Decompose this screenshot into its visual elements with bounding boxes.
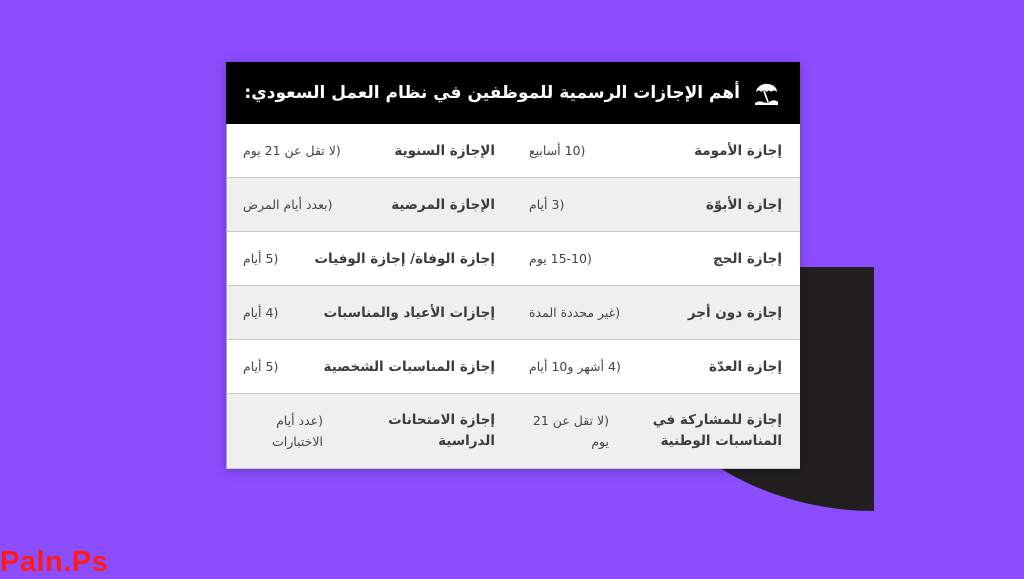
table-cell [226,178,513,232]
leave-name: الإجازة السنوية [394,142,495,159]
leave-name: إجازة الأمومة [694,142,782,159]
leave-types-card [226,62,800,469]
table-cell [513,124,800,178]
leave-duration: (3 أيام [529,197,565,212]
leave-duration: (5 أيام [243,359,279,374]
leave-duration: (5 أيام [243,251,279,266]
leave-name: إجازة دون أجر [687,304,782,321]
leave-name: إجازة المناسبات الشخصية [323,358,495,375]
leave-duration: (بعدد أيام المرض [243,197,333,212]
watermark-text: Paln.Ps [0,546,109,578]
leave-duration: (10 أسابيع [529,143,586,158]
table-cell [226,286,513,340]
leave-duration: (4 أشهر و10 أيام [529,359,621,374]
leave-table [226,124,800,469]
card-title: أهم الإجازات الرسمية للموظفين في نظام العمل السعودي: [244,83,740,103]
leave-duration: (عدد أيام الاختبارات [272,413,323,449]
leave-name: إجازة الوفاة/ إجازة الوفيات [314,250,495,267]
table-cell [226,232,513,286]
leave-duration: (غير محددة المدة [529,305,621,320]
leave-name: إجازة للمشاركة في المناسبات الوطنية [652,412,782,449]
leave-duration: (لا تقل عن 21 يوم [243,143,341,158]
table-cell [513,178,800,232]
leave-duration: (لا تقل عن 21 يوم [532,413,609,449]
leave-name: إجازة الامتحانات الدراسية [388,412,495,449]
table-cell [513,286,800,340]
leave-name: الإجازة المرضية [391,196,495,213]
table-cell [226,394,513,469]
leave-duration: (4 أيام [243,305,279,320]
table-cell [226,340,513,394]
beach-umbrella-icon [752,78,780,108]
table-cell [513,340,800,394]
card-header [226,62,800,124]
leave-name: إجازة العدّة [709,358,782,375]
table-cell [513,394,800,469]
table-cell [513,232,800,286]
leave-name: إجازة الحج [712,250,782,267]
table-cell [226,124,513,178]
leave-name: إجازات الأعياد والمناسبات [323,304,495,321]
leave-name: إجازة الأبوّة [705,196,782,213]
leave-duration: (15-10 يوم [529,251,592,266]
